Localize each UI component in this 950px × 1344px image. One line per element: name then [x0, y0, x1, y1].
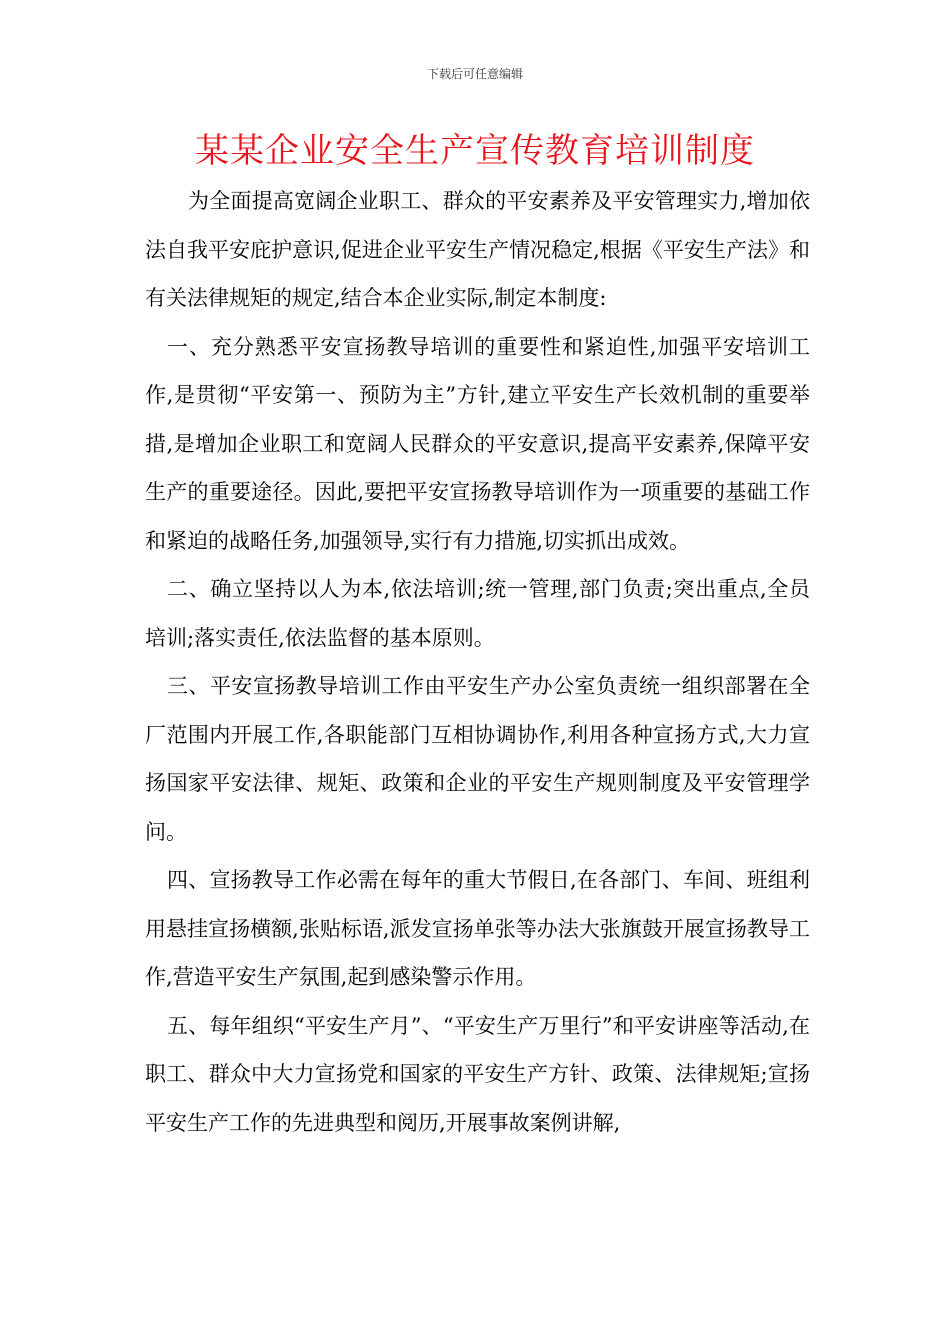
section-paragraph-5: 五、每年组织“平安生产月”、“平安生产万里行”和平安讲座等活动,在职工、群众中大力宣扬党和国家的平安生产方针、政策、法律规矩;宣扬平安生产工作的先进典型和阅历,开展事故案例讲解, [145, 1013, 810, 1135]
section-paragraph-1: 一、充分熟悉平安宣扬教导培训的重要性和紧迫性,加强平安培训工作,是贯彻“平安第一、预防为主”方针,建立平安生产长效机制的重要举措,是增加企业职工和宽阔人民群众的平安意识,提高平安素养,保障平安生产的重要途径。因此,要把平安宣扬教导培训作为一项重要的基础工作和紧迫的战略任务,加强领导,实行有力措施,切实抓出成效。 [145, 334, 810, 553]
document-body [145, 177, 810, 1147]
intro-paragraph: 为全面提高宽阔企业职工、群众的平安素养及平安管理实力,增加依法自我平安庇护意识,促进企业平安生产情况稳定,根据《平安生产法》和有关法律规矩的规定,结合本企业实际,制定本制度: [145, 189, 810, 310]
section-paragraph-4: 四、宣扬教导工作必需在每年的重大节假日,在各部门、车间、班组利用悬挂宣扬横额,张贴标语,派发宣扬单张等办法大张旗鼓开展宣扬教导工作,营造平安生产氛围,起到感染警示作用。 [145, 868, 810, 989]
section-paragraph-2: 二、确立坚持以人为本,依法培训;统一管理,部门负责;突出重点,全员培训;落实责任,依法监督的基本原则。 [145, 577, 810, 650]
section-paragraph-3: 三、平安宣扬教导培训工作由平安生产办公室负责统一组织部署在全厂范围内开展工作,各职能部门互相协调协作,利用各种宣扬方式,大力宣扬国家平安法律、规矩、政策和企业的平安生产规则制度及平安管理学问。 [145, 674, 810, 844]
header-note: 下载后可任意编辑 [426, 67, 523, 81]
document-title: 某某企业安全生产宣传教育培训制度 [195, 131, 755, 171]
